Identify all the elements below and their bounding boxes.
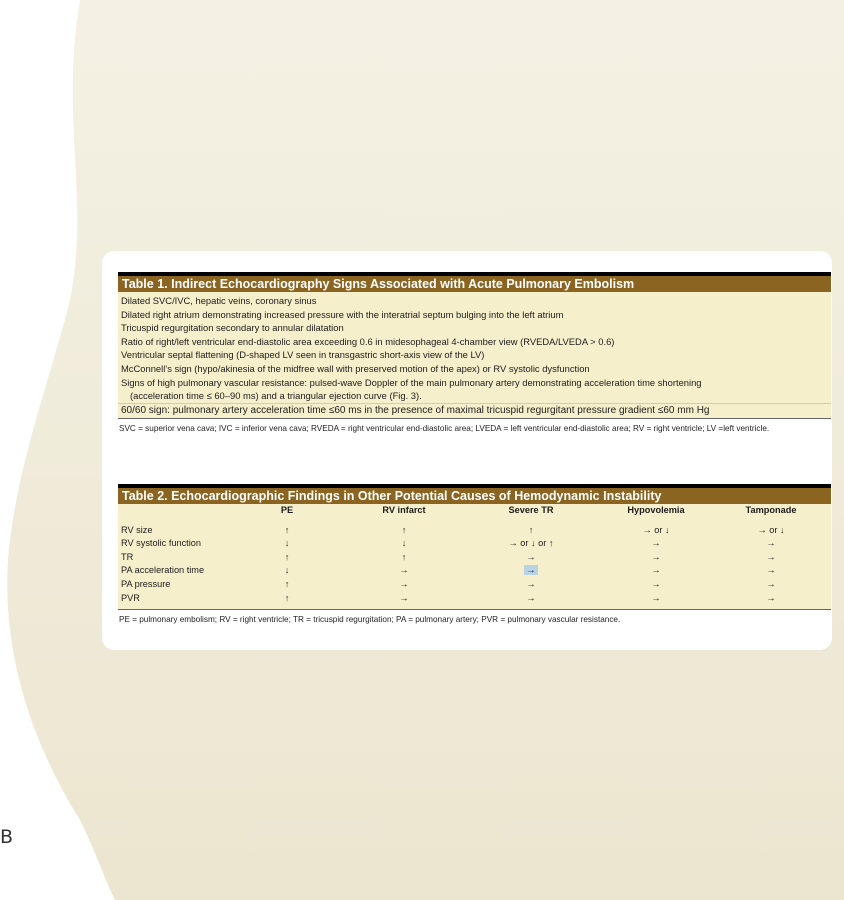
cell: →: [766, 578, 776, 589]
cell: ↑: [528, 524, 534, 535]
table1-title: Table 1. Indirect Echocardiography Signs Associated with Acute Pulmonary Embolism: [118, 276, 831, 292]
table1-row: Dilated right atrium demonstrating increased pressure with the interatrial septum bulging into the left atrium: [121, 308, 564, 320]
row-label: RV systolic function: [121, 538, 202, 549]
table-row: [118, 537, 831, 551]
cell: [471, 564, 591, 578]
cell: ↑: [401, 551, 407, 562]
header-cell: RV infarct: [382, 505, 426, 515]
highlighted-cell: →: [526, 565, 536, 576]
header-cell: [118, 504, 247, 518]
cell: → or ↓ or ↑: [508, 538, 554, 549]
cell: ↓: [284, 538, 290, 549]
cell: →: [399, 592, 409, 603]
cell: →: [651, 578, 661, 589]
cell: ↑: [284, 578, 290, 589]
table2-body: [118, 518, 831, 610]
cell: →: [399, 578, 409, 589]
slide-marker: B: [0, 826, 14, 848]
cell: →: [526, 551, 536, 562]
table-row: [118, 578, 831, 592]
cell: →: [526, 578, 536, 589]
cell: →: [766, 565, 776, 576]
header-cell: Tamponade: [745, 505, 797, 515]
header-cell: PE: [280, 505, 294, 515]
table2-header-row: [118, 504, 831, 518]
cell: → or ↓: [757, 524, 785, 535]
cell: →: [766, 538, 776, 549]
cell: ↓: [284, 565, 290, 576]
table2-title: Table 2. Echocardiographic Findings in Other Potential Causes of Hemodynamic Instability: [118, 488, 831, 504]
table1-footnote: SVC = superior vena cava; IVC = inferior vena cava; RVEDA = right ventricular end-diastolic area; LVEDA = left ventricular end-diastolic area; RV = right ventricle; LV =left ventricle.: [119, 424, 770, 434]
header-cell: Hypovolemia: [627, 505, 685, 515]
table2-footnote: PE = pulmonary embolism; RV = right ventricle; TR = tricuspid regurgitation; PA = pulmonary artery; PVR = pulmonary vascular resistance.: [119, 615, 621, 625]
table-row: [118, 592, 831, 606]
cell: →: [651, 565, 661, 576]
cell: ↑: [284, 592, 290, 603]
header-cell: Severe TR: [508, 505, 554, 515]
table-card: [102, 251, 832, 650]
table1-body: [118, 292, 831, 418]
table1-row: 60/60 sign: pulmonary artery acceleration time ≤60 ms in the presence of maximal tricuspid regurgitant pressure gradient ≤60 mm Hg: [118, 403, 831, 418]
table1-row: Dilated SVC/IVC, hepatic veins, coronary sinus: [121, 295, 317, 306]
cell: →: [526, 592, 536, 603]
cell: → or ↓: [642, 524, 670, 535]
table1-row: McConnell’s sign (hypo/akinesia of the midfree wall with preserved motion of the apex) or RV systolic dysfunction: [121, 362, 590, 374]
cell: →: [651, 551, 661, 562]
table1-row: Signs of high pulmonary vascular resistance: pulsed-wave Doppler of the main pulmonary artery demonstrating acceleration time shortening: [121, 376, 702, 388]
row-label: RV size: [121, 524, 153, 535]
table1: [118, 272, 831, 435]
table1-row: Ratio of right/left ventricular end-diastolic area exceeding 0.6 in midesophageal 4-chamber view (RVEDA/LVEDA > 0.6): [121, 335, 615, 347]
row-label: PA acceleration time: [121, 565, 205, 576]
cell: ↑: [284, 551, 290, 562]
table-row: [118, 551, 831, 565]
table-row: [118, 564, 831, 578]
cell: ↑: [401, 524, 407, 535]
row-label: PVR: [121, 592, 140, 603]
cell: →: [766, 592, 776, 603]
cell: ↑: [284, 524, 290, 535]
table1-row: Ventricular septal flattening (D-shaped LV seen in transgastric short-axis view of the LV): [121, 349, 485, 361]
table2: [118, 484, 831, 626]
table1-row: Tricuspid regurgitation secondary to annular dilatation: [121, 322, 344, 334]
row-label: TR: [121, 551, 134, 562]
cell: ↓: [401, 538, 407, 549]
table2-grid: [118, 504, 831, 609]
cell: →: [399, 565, 409, 576]
cell: →: [651, 538, 661, 549]
table1-row-continuation: (acceleration time ≤ 60–90 ms) and a triangular ejection curve (Fig. 3).: [130, 390, 422, 402]
cell: →: [651, 592, 661, 603]
cell: →: [766, 551, 776, 562]
row-label: PA pressure: [121, 578, 171, 589]
table-row: [118, 524, 831, 538]
